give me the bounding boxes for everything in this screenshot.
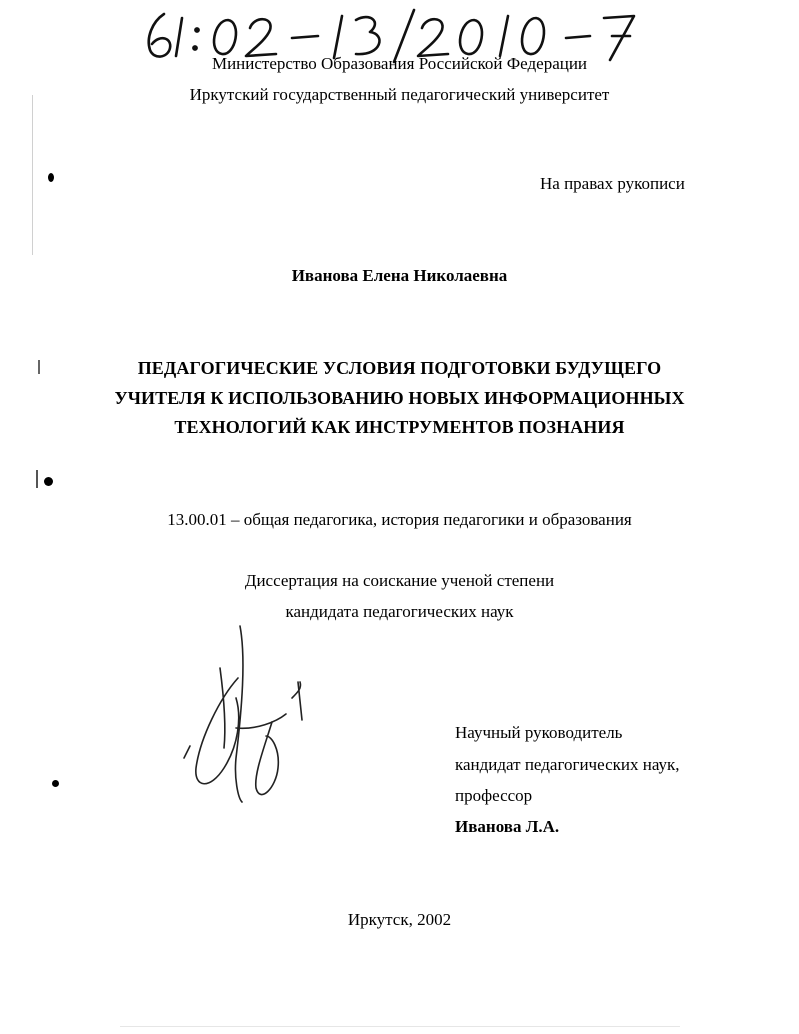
title-line-1: ПЕДАГОГИЧЕСКИЕ УСЛОВИЯ ПОДГОТОВКИ БУДУЩЕГО: [137, 358, 662, 378]
specialty-line: 13.00.01 – общая педагогика, история педагогики и образования: [167, 510, 632, 529]
scan-speck: [38, 360, 40, 374]
degree-line-2: кандидата педагогических наук: [285, 602, 514, 621]
scan-edge-line: [32, 95, 33, 255]
author-name: Иванова Елена Николаевна: [291, 266, 508, 285]
scan-speck: [52, 780, 59, 787]
supervisor-rank: профессор: [455, 786, 533, 805]
scan-bottom-edge: [120, 1026, 680, 1027]
ministry-line: Министерство Образования Российской Федерации: [211, 54, 588, 73]
scan-speck: [48, 173, 54, 182]
rights-note: На правах рукописи: [540, 174, 685, 193]
title-line-3: ТЕХНОЛОГИЙ КАК ИНСТРУМЕНТОВ ПОЗНАНИЯ: [174, 417, 625, 437]
supervisor-name: Иванова Л.А.: [455, 817, 560, 836]
university-line: Иркутский государственный педагогический университет: [189, 85, 610, 104]
scan-speck: [44, 477, 53, 486]
scan-speck: [36, 470, 38, 488]
supervisor-role: Научный руководитель: [455, 723, 623, 742]
supervisor-degree: кандидат педагогических наук,: [455, 755, 680, 774]
signature: [180, 618, 320, 818]
title-line-2: УЧИТЕЛЯ К ИСПОЛЬЗОВАНИЮ НОВЫХ ИНФОРМАЦИОННЫХ: [114, 388, 685, 408]
place-year: Иркутск, 2002: [347, 910, 452, 929]
degree-line-1: Диссертация на соискание ученой степени: [244, 571, 555, 590]
